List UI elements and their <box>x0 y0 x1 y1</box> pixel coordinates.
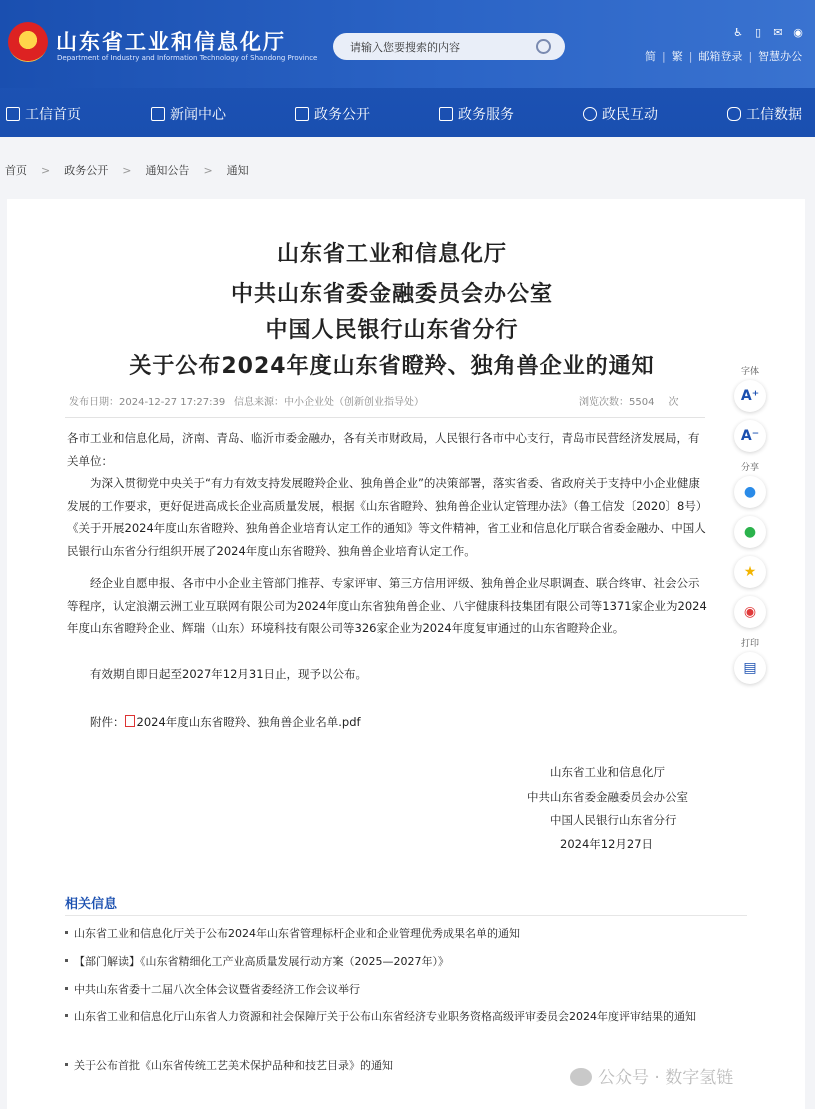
breadcrumb-separator: > <box>122 164 132 177</box>
print-icon[interactable]: ▤ <box>734 652 766 684</box>
wechat-share-icon[interactable]: ● <box>734 516 766 548</box>
traditional-link[interactable]: 繁 <box>671 50 683 63</box>
font-decrease-button[interactable]: A⁻ <box>734 420 766 452</box>
breadcrumb-current[interactable]: 通知 <box>226 164 249 177</box>
site-subtitle: Department of Industry and Information Technology of Shandong Province <box>57 54 318 62</box>
article-paragraph: 各市工业和信息化局，济南、青岛、临沂市委金融办，各有关市财政局，人民银行各市中心支行，青岛市民营经济发展局，有关单位： <box>67 431 700 468</box>
site-header <box>0 0 815 137</box>
breadcrumb-notices[interactable]: 通知公告 <box>145 164 190 177</box>
service-icon <box>439 107 453 121</box>
site-title[interactable]: 山东省工业和信息化厅 <box>56 30 286 54</box>
main-nav <box>0 88 815 137</box>
meta-divider <box>65 417 705 418</box>
search-input[interactable]: 请输入您要搜索的内容 <box>350 41 460 54</box>
qq-share-icon[interactable]: ● <box>734 476 766 508</box>
breadcrumb-separator: > <box>41 164 51 177</box>
related-info-title: 相关信息 <box>65 897 118 912</box>
print-label: 打印 <box>740 639 759 649</box>
breadcrumb <box>5 162 249 178</box>
top-icon-bar <box>728 26 808 39</box>
header-banner <box>0 0 815 88</box>
article-paragraph: 有效期自即日起至2027年12月31日止，现予以公布。 <box>90 667 368 681</box>
nav-news[interactable]: 新闻中心 <box>151 104 226 124</box>
related-divider <box>65 915 747 916</box>
pdf-icon <box>125 715 135 727</box>
related-item[interactable]: 山东省工业和信息化厅关于公布2024年山东省管理标杆企业和企业管理优秀成果名单的通知 <box>65 924 745 943</box>
attachment-label: 附件： <box>90 715 125 729</box>
weibo-icon[interactable]: ◉ <box>793 26 803 39</box>
attachment-link[interactable]: 2024年度山东省瞪羚、独角兽企业名单.pdf <box>136 715 361 729</box>
watermark: 公众号 · 数字氢链 <box>570 1063 733 1088</box>
breadcrumb-home[interactable]: 首页 <box>5 164 27 177</box>
signature-line: 中国人民银行山东省分行 <box>550 813 677 827</box>
nav-interaction[interactable]: 政民互动 <box>583 104 658 124</box>
wechat-icon[interactable]: ✉ <box>773 26 783 39</box>
qzone-star-icon[interactable]: ★ <box>734 556 766 588</box>
article-card <box>7 199 805 1109</box>
search-icon[interactable] <box>536 39 551 54</box>
article-title-line: 中共山东省委金融委员会办公室 <box>230 282 553 307</box>
attachment-row <box>67 711 707 734</box>
breadcrumb-gov-affairs[interactable]: 政务公开 <box>64 164 109 177</box>
related-item[interactable]: 【部门解读】《山东省精细化工产业高质量发展行动方案（2025—2027年）》 <box>65 952 745 971</box>
nav-services[interactable]: 政务服务 <box>439 104 514 124</box>
article-title-line: 山东省工业和信息化厅 <box>276 242 507 267</box>
smart-office-link[interactable]: 智慧办公 <box>758 50 803 63</box>
font-label: 字体 <box>740 367 759 377</box>
simplified-link[interactable]: 简 <box>645 50 656 63</box>
news-icon <box>151 107 165 121</box>
chat-icon <box>583 107 597 121</box>
accessibility-icon[interactable]: ♿ <box>733 26 743 39</box>
related-item[interactable]: 关于公布首批《山东省传统工艺美术保护品种和技艺目录》的通知 <box>65 1056 745 1075</box>
search-box[interactable] <box>333 33 565 60</box>
national-emblem-icon <box>8 22 48 62</box>
info-source: 信息来源：中小企业处（创新创业指导处） <box>234 397 424 408</box>
view-count: 浏览次数：5504 次 <box>579 397 679 408</box>
share-label: 分享 <box>740 463 759 473</box>
article-title-line: 中国人民银行山东省分行 <box>265 318 519 343</box>
database-icon <box>727 107 741 121</box>
home-icon <box>6 107 20 121</box>
signature-line: 中共山东省委金融委员会办公室 <box>527 790 688 804</box>
mobile-icon[interactable]: ▯ <box>754 26 762 39</box>
monitor-icon <box>295 107 309 121</box>
breadcrumb-separator: > <box>203 164 213 177</box>
related-item[interactable]: 山东省工业和信息化厅山东省人力资源和社会保障厅关于公布山东省经济专业职务资格高级评审委员会2024年度评审结果的通知 <box>65 1007 745 1026</box>
font-increase-button[interactable]: A⁺ <box>734 380 766 412</box>
article-title-line: 关于公布2024年度山东省瞪羚、独角兽企业的通知 <box>129 354 655 379</box>
signature-date: 2024年12月27日 <box>560 837 654 851</box>
mail-login-link[interactable]: 邮箱登录 <box>698 50 743 63</box>
wechat-logo-icon <box>570 1068 592 1086</box>
publish-date: 发布日期：2024-12-27 17:27:39 <box>69 397 226 408</box>
nav-data[interactable]: 工信数据 <box>727 104 802 124</box>
signature-line: 山东省工业和信息化厅 <box>550 765 665 779</box>
nav-gov-affairs[interactable]: 政务公开 <box>295 104 370 124</box>
weibo-share-icon[interactable]: ◉ <box>734 596 766 628</box>
article-paragraph: 为深入贯彻党中央关于“有力有效支持发展瞪羚企业、独角兽企业”的决策部署，落实省委、省政府关于支持中小企业健康发展的工作要求，更好促进高成长企业高质量发展，根据《山东省瞪羚、独角兽企业认定管理办法》（鲁工信发〔2020〕8号）《关于开展2024年度山东省瞪羚、独角兽企业培育认定工作的通知》等文件精神，省工业和信息化厅联合省委金融办、中国人民银行山东省分行组织开展了2024年度山东省瞪羚、独角兽企业培育认定工作。 <box>67 476 706 558</box>
side-toolbar <box>731 364 769 692</box>
related-item[interactable]: 中共山东省委十二届八次全体会议暨省委经济工作会议举行 <box>65 980 745 999</box>
top-links: 简 | 繁 | 邮箱登录 | 智慧办公 <box>645 50 803 63</box>
article-paragraph: 经企业自愿申报、各市中小企业主管部门推荐、专家评审、第三方信用评级、独角兽企业尽职调查、联合终审、社会公示等程序，认定浪潮云洲工业互联网有限公司为2024年度山东省独角兽企业、八宇健康科技集团有限公司等1371家企业为2024年度山东省瞪羚企业、辉瑞（山东）环境科技有限公司等326家企业为2024年度复审通过的山东省瞪羚企业。 <box>67 576 707 635</box>
nav-home[interactable]: 工信首页 <box>6 104 81 124</box>
